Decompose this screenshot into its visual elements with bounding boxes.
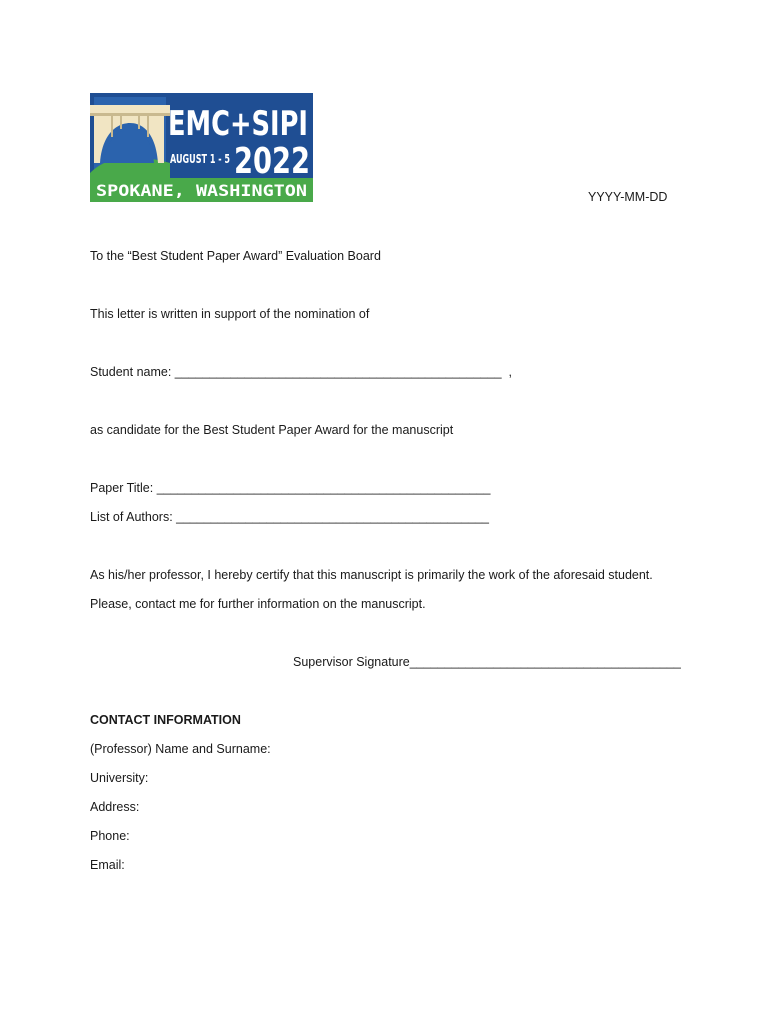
paper-title-field: Paper Title: ________________________________________________ [90,481,491,495]
logo-location: SPOKANE, WASHINGTON [96,181,307,200]
contact-me-text: Please, contact me for further information on the manuscript. [90,597,426,611]
contact-email-label: Email: [90,858,125,872]
logo-dates: AUGUST 1 - 5 [170,152,230,166]
logo-title: EMC+SIPI [168,104,308,144]
contact-university-label: University: [90,771,149,785]
contact-address-label: Address: [90,800,140,814]
authors-field: List of Authors: _____________________________________________ [90,510,489,524]
logo-year: 2022 [234,141,310,182]
student-name-field: Student name: _______________________________________________ , [90,365,512,379]
certify-text: As his/her professor, I hereby certify that this manuscript is primarily the work of the aforesaid student. [90,568,653,582]
emc-sipi-2022-logo [90,93,313,202]
contact-phone-label: Phone: [90,829,130,843]
salutation: To the “Best Student Paper Award” Evaluation Board [90,249,381,263]
supervisor-signature-field: Supervisor Signature_______________________________________ [293,655,681,669]
intro-text: This letter is written in support of the nomination of [90,307,370,321]
contact-name-label: (Professor) Name and Surname: [90,742,271,756]
date-placeholder: YYYY-MM-DD [588,190,668,204]
candidate-text: as candidate for the Best Student Paper Award for the manuscript [90,423,454,437]
contact-heading: CONTACT INFORMATION [90,713,241,727]
